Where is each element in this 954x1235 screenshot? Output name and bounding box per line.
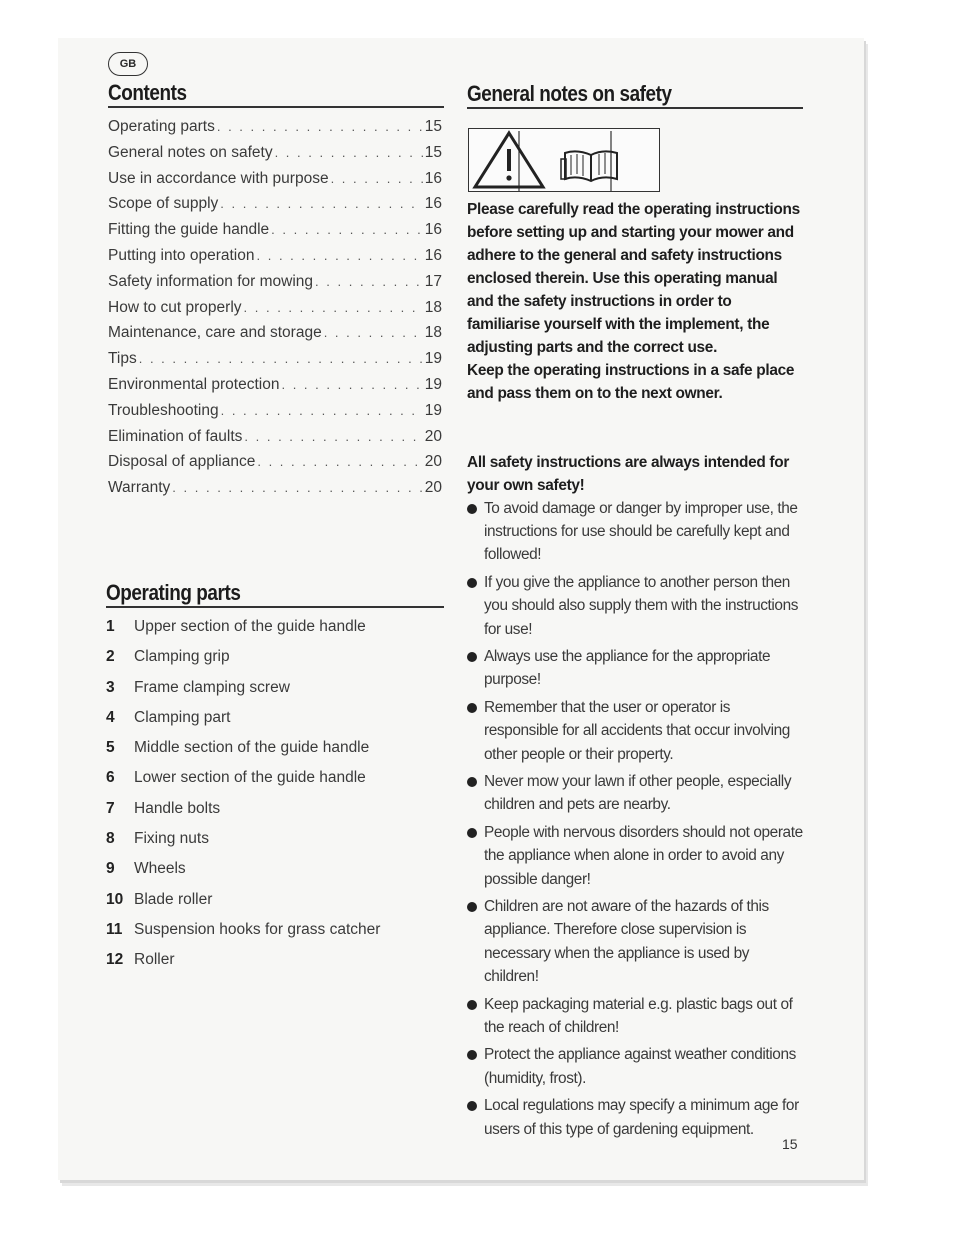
- contents-entry-label: How to cut properly: [108, 298, 242, 316]
- operating-part-label: Clamping grip: [134, 648, 230, 666]
- contents-entry-label: Elimination of faults: [108, 427, 243, 445]
- operating-part-item: [106, 830, 446, 860]
- contents-entry-label: Maintenance, care and storage: [108, 324, 322, 342]
- contents-leader-dots: [172, 480, 422, 495]
- contents-entry: [108, 453, 442, 479]
- warning-book-icon: [469, 129, 659, 191]
- contents-entry: [108, 221, 442, 247]
- safety-bullet-item: [467, 770, 807, 816]
- contents-entry: [108, 273, 442, 299]
- contents-entry-page: 18: [424, 324, 442, 342]
- safety-bullet-item: [467, 645, 807, 691]
- contents-rule: [108, 106, 444, 108]
- operating-part-item: [106, 679, 446, 709]
- operating-part-number: 9: [106, 860, 115, 878]
- operating-part-item: [106, 739, 446, 769]
- contents-entry-page: 15: [424, 143, 442, 161]
- operating-part-item: [106, 709, 446, 739]
- operating-part-item: [106, 769, 446, 799]
- operating-part-label: Middle section of the guide handle: [134, 739, 370, 757]
- contents-entry-label: Environmental protection: [108, 375, 280, 393]
- contents-entry: [108, 428, 442, 454]
- safety-intro-text: Please carefully read the operating instructions before setting up and starting your mower and adhere to the general and safety instructions enclosed therein. Use this operating manual and the safety instructions in order to familiarise yourself with the implement, the adjusting parts and the correct use.: [467, 201, 800, 356]
- operating-part-item: [106, 860, 446, 890]
- language-badge: GB: [108, 52, 148, 76]
- contents-entry: [108, 144, 442, 170]
- safety-keep-text: Keep the operating instructions in a safe place and pass them on to the next owner.: [467, 362, 795, 402]
- contents-entry: [108, 299, 442, 325]
- bullet-dot-icon: [467, 652, 477, 662]
- contents-entry: [108, 350, 442, 376]
- operating-part-number: 7: [106, 799, 115, 817]
- contents-entry: [108, 376, 442, 402]
- contents-entry-page: 16: [424, 195, 442, 213]
- contents-entry-label: Tips: [108, 350, 137, 368]
- operating-part-item: [106, 648, 446, 678]
- operating-part-number: 12: [106, 951, 124, 969]
- bullet-dot-icon: [467, 1050, 477, 1060]
- bullet-dot-icon: [467, 1000, 477, 1010]
- contents-leader-dots: [217, 119, 423, 134]
- operating-part-label: Handle bolts: [134, 799, 221, 817]
- contents-entry-page: 20: [424, 479, 442, 497]
- contents-leader-dots: [220, 196, 422, 211]
- contents-entry-label: Fitting the guide handle: [108, 221, 270, 239]
- safety-bullet-item: [467, 571, 807, 641]
- contents-leader-dots: [275, 145, 423, 160]
- operating-part-item: [106, 618, 446, 648]
- safety-bullet-text: To avoid damage or danger by improper use, the instructions for use should be carefully kept and followed!: [484, 500, 798, 564]
- operating-part-number: 10: [106, 890, 124, 908]
- safety-bullet-item: [467, 993, 807, 1039]
- contents-entry-label: Warranty: [108, 479, 171, 497]
- safety-bullet-text: Remember that the user or operator is responsible for all accidents that occur involving other people or their property.: [484, 699, 790, 763]
- operating-part-number: 6: [106, 769, 115, 787]
- contents-entry: [108, 170, 442, 196]
- operating-part-item: [106, 800, 446, 830]
- contents-leader-dots: [221, 403, 423, 418]
- contents-leader-dots: [315, 274, 423, 289]
- safety-bullet-item: [467, 1043, 807, 1089]
- operating-part-number: 4: [106, 708, 115, 726]
- operating-part-number: 3: [106, 678, 115, 696]
- contents-entry-page: 17: [424, 272, 442, 290]
- safety-bullet-text: Keep packaging material e.g. plastic bags out of the reach of children!: [484, 995, 793, 1036]
- contents-entry-page: 20: [424, 427, 442, 445]
- contents-entry: [108, 402, 442, 428]
- bullet-dot-icon: [467, 1101, 477, 1111]
- contents-leader-dots: [244, 300, 423, 315]
- contents-entry-label: Troubleshooting: [108, 401, 219, 419]
- bullet-dot-icon: [467, 902, 477, 912]
- contents-entry-label: Safety information for mowing: [108, 272, 314, 290]
- operating-part-label: Suspension hooks for grass catcher: [134, 920, 381, 938]
- safety-bullet-list: [467, 497, 807, 1145]
- contents-title: Contents: [108, 80, 187, 105]
- contents-entry: [108, 479, 442, 505]
- contents-entry-label: Putting into operation: [108, 246, 255, 264]
- safety-title: General notes on safety: [467, 81, 672, 106]
- contents-entry-label: General notes on safety: [108, 143, 273, 161]
- contents-leader-dots: [324, 325, 423, 340]
- contents-leader-dots: [257, 454, 422, 469]
- operating-part-label: Clamping part: [134, 708, 231, 726]
- contents-entry-page: 16: [424, 169, 442, 187]
- bullet-dot-icon: [467, 828, 477, 838]
- bullet-dot-icon: [467, 504, 477, 514]
- contents-entry-label: Operating parts: [108, 118, 215, 135]
- operating-part-label: Blade roller: [134, 890, 213, 908]
- contents-entry-label: Disposal of appliance: [108, 453, 256, 471]
- safety-always-heading: All safety instructions are always intended for your own safety!: [467, 454, 790, 494]
- bullet-dot-icon: [467, 703, 477, 713]
- contents-leader-dots: [271, 222, 423, 237]
- safety-bullet-item: [467, 895, 807, 988]
- operating-part-item: [106, 891, 446, 921]
- operating-part-number: 8: [106, 830, 115, 848]
- operating-part-label: Frame clamping screw: [134, 678, 290, 696]
- safety-bullet-text: People with nervous disorders should not operate the appliance when alone in order to avoid any possible danger!: [484, 824, 803, 888]
- contents-entry-page: 20: [424, 453, 442, 471]
- operating-part-number: 1: [106, 618, 115, 635]
- contents-leader-dots: [281, 377, 422, 392]
- contents-entry: [108, 324, 442, 350]
- read-manual-warning-box: [468, 128, 660, 192]
- contents-entry-page: 16: [424, 246, 442, 264]
- contents-entry: [108, 247, 442, 273]
- contents-leader-dots: [244, 429, 422, 444]
- contents-leader-dots: [257, 248, 423, 263]
- safety-bullet-item: [467, 497, 807, 567]
- safety-intro: [467, 198, 803, 405]
- safety-bullet-item: [467, 1094, 807, 1140]
- operating-part-item: [106, 921, 446, 951]
- safety-bullet-text: If you give the appliance to another person then you should also supply them with the instructions for use!: [484, 574, 799, 638]
- contents-entry-page: 18: [424, 298, 442, 316]
- operating-parts-list: [106, 618, 446, 982]
- operating-part-number: 5: [106, 739, 115, 757]
- operating-part-label: Wheels: [134, 860, 186, 878]
- safety-bullet-text: Children are not aware of the hazards of this appliance. Therefore close supervision is necessary when the appliance is used by children!: [484, 898, 769, 985]
- bullet-dot-icon: [467, 578, 477, 588]
- operating-part-label: Fixing nuts: [134, 830, 209, 848]
- contents-entry-page: 19: [424, 375, 442, 393]
- safety-bullet-item: [467, 821, 807, 891]
- contents-entry-page: 16: [424, 221, 442, 239]
- safety-rule: [467, 107, 803, 109]
- operating-part-label: Lower section of the guide handle: [134, 769, 366, 787]
- contents-entry-page: 19: [424, 401, 442, 419]
- page-number: 15: [782, 1136, 798, 1152]
- contents-entry-label: Scope of supply: [108, 195, 219, 213]
- contents-entry-label: Use in accordance with purpose: [108, 169, 329, 187]
- safety-bullet-item: [467, 696, 807, 766]
- operating-part-item: [106, 951, 446, 981]
- contents-leader-dots: [331, 171, 423, 186]
- operating-parts-rule: [106, 606, 444, 608]
- contents-entry-page: 19: [424, 350, 442, 368]
- contents-entry: [108, 195, 442, 221]
- contents-leader-dots: [139, 351, 423, 366]
- safety-bullet-text: Never mow your lawn if other people, especially children and pets are nearby.: [484, 773, 792, 814]
- safety-bullet-text: Local regulations may specify a minimum age for users of this type of gardening equipment.: [484, 1097, 799, 1138]
- operating-part-number: 2: [106, 648, 115, 666]
- operating-part-label: Upper section of the guide handle: [134, 618, 366, 635]
- contents-list: [108, 118, 442, 505]
- bullet-dot-icon: [467, 777, 477, 787]
- operating-parts-title: Operating parts: [106, 580, 241, 605]
- operating-part-number: 11: [106, 920, 123, 938]
- safety-bullet-text: Always use the appliance for the appropriate purpose!: [484, 648, 771, 689]
- operating-part-label: Roller: [134, 951, 175, 969]
- safety-bullet-text: Protect the appliance against weather conditions (humidity, frost).: [484, 1046, 796, 1087]
- contents-entry: [108, 118, 442, 144]
- contents-entry-page: 15: [424, 118, 442, 135]
